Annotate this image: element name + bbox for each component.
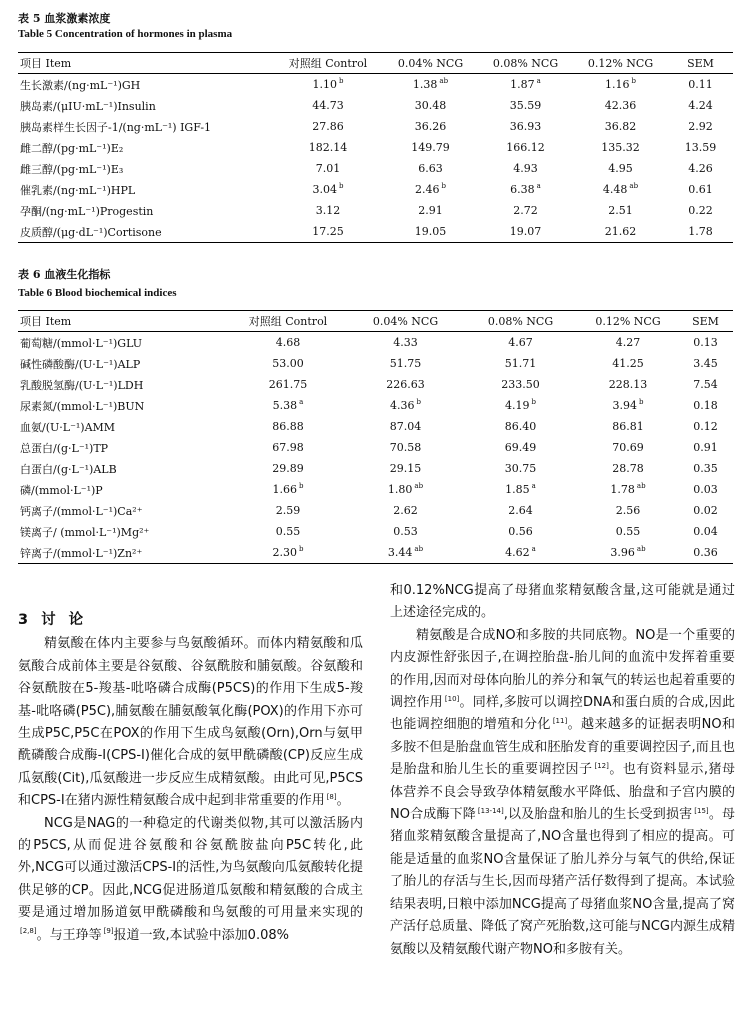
table-cell — [383, 137, 478, 158]
cell-value: 6.63 — [418, 162, 443, 175]
table-row — [18, 416, 733, 437]
significance-mark: a — [531, 545, 536, 554]
table-cell — [578, 500, 678, 521]
cell-value: 0.56 — [508, 525, 533, 538]
table-cell — [383, 158, 478, 179]
column-header: 0.12% NCG — [587, 56, 654, 70]
table-cell — [228, 374, 348, 395]
row-label: 胰岛素/(μIU·mL⁻¹)Insulin — [20, 99, 156, 113]
text: 。同样,多胺可以调控DNA和蛋白质的合成,因此也能调控细胞的增殖和分化 — [390, 695, 735, 733]
cell-value: 4.48 — [602, 183, 628, 196]
sem-cell: 0.22 — [688, 204, 713, 217]
column-header: 对照组 Control — [288, 57, 368, 70]
table-cell — [348, 332, 463, 354]
table-cell — [463, 479, 578, 500]
significance-mark: b — [339, 182, 344, 191]
cell-value: 4.36 — [390, 399, 415, 412]
row-label: 生长激素/(ng·mL⁻¹)GH — [20, 78, 141, 92]
table-row — [18, 74, 733, 96]
cell-value: 149.79 — [411, 141, 450, 154]
table-row — [18, 437, 733, 458]
sem-cell: 0.18 — [693, 399, 718, 412]
paragraph: 和0.12%NCG提高了母猪血浆精氨酸含量,这可能就是通过上述途径完成的。 — [390, 583, 735, 621]
table-cell — [273, 116, 383, 137]
cell-value: 86.81 — [612, 420, 644, 433]
row-label: 尿素氮/(mmol·L⁻¹)BUN — [20, 399, 145, 413]
table-row — [18, 158, 733, 179]
cell-value: 3.94 — [612, 399, 637, 412]
row-label: 催乳素/(ng·mL⁻¹)HPL — [20, 183, 136, 197]
cell-value: 30.48 — [414, 99, 447, 112]
table-cell — [463, 437, 578, 458]
sem-cell: 7.54 — [693, 378, 718, 391]
column-header: 0.08% NCG — [487, 314, 554, 328]
citation: [10] — [444, 694, 460, 703]
sem-cell: 0.91 — [693, 441, 718, 454]
table-cell — [463, 500, 578, 521]
table-cell — [463, 353, 578, 374]
sem-cell: 13.59 — [684, 141, 717, 154]
cell-value: 53.00 — [272, 357, 304, 370]
cell-value: 182.14 — [308, 141, 348, 154]
table-cell — [478, 221, 573, 243]
table-cell — [463, 395, 578, 416]
table-cell — [228, 353, 348, 374]
table-cell — [578, 395, 678, 416]
table-cell — [573, 179, 668, 200]
left-column — [18, 595, 363, 947]
cell-value: 135.32 — [601, 141, 640, 154]
table6-caption-en: Table 6 Blood biochemical indices — [18, 287, 177, 299]
cell-value: 2.59 — [275, 504, 301, 517]
cell-value: 42.36 — [604, 99, 637, 112]
table-cell — [383, 200, 478, 221]
cell-value: 2.51 — [608, 204, 633, 217]
table-row — [18, 116, 733, 137]
table6-header-row — [18, 311, 733, 332]
row-label: 胰岛素样生长因子-1/(ng·mL⁻¹) IGF-1 — [20, 120, 212, 134]
row-label: 乳酸脱氢酶/(U·L⁻¹)LDH — [20, 378, 144, 392]
table-cell — [348, 374, 463, 395]
table-cell — [273, 74, 383, 96]
cell-value: 70.69 — [612, 441, 644, 454]
cell-value: 2.64 — [508, 504, 533, 517]
table-cell — [578, 374, 678, 395]
cell-value: 3.12 — [315, 204, 341, 217]
cell-value: 30.75 — [504, 462, 537, 475]
table-cell — [383, 74, 478, 96]
table-cell — [463, 332, 578, 354]
row-label: 血氨/(U·L⁻¹)AMM — [20, 420, 116, 434]
citation: [15] — [694, 806, 709, 815]
text: 。也有资料显示,猪母体营养不良会导致孕体精氨酸水平降低、胎盘和子宫内膜的NO合成酶下降 — [390, 762, 735, 823]
cell-value: 86.88 — [272, 420, 304, 433]
table-cell — [228, 395, 348, 416]
sem-cell: 0.12 — [693, 420, 718, 433]
table-row — [18, 500, 733, 521]
significance-mark: a — [531, 482, 536, 491]
column-header: 0.12% NCG — [595, 314, 661, 328]
column-header: 0.08% NCG — [492, 56, 559, 70]
table-row — [18, 200, 733, 221]
cell-value: 44.73 — [312, 99, 344, 112]
cell-value: 1.66 — [272, 483, 297, 496]
significance-mark: a — [536, 182, 541, 191]
table-row — [18, 353, 733, 374]
significance-mark: b — [441, 182, 446, 191]
significance-mark: b — [631, 77, 636, 86]
table5-caption-en: Table 5 Concentration of hormones in plasma — [18, 28, 233, 40]
sem-cell: 0.03 — [693, 483, 718, 496]
cell-value: 51.71 — [504, 357, 537, 370]
table6-body — [18, 332, 733, 564]
cell-value: 19.07 — [509, 225, 542, 238]
significance-mark: b — [299, 482, 304, 491]
table-cell — [463, 521, 578, 542]
cell-value: 69.49 — [504, 441, 537, 454]
table-cell — [273, 179, 383, 200]
text: 。 — [336, 793, 350, 809]
citation: [11] — [552, 717, 568, 726]
table6-caption-cn: 表 6 血液生化指标 — [18, 268, 111, 281]
significance-mark: b — [339, 77, 344, 86]
cell-value: 1.10 — [312, 78, 337, 91]
cell-value: 2.91 — [418, 204, 443, 217]
cell-value: 4.95 — [608, 162, 633, 175]
sem-cell: 0.02 — [693, 504, 718, 517]
citation: [9] — [103, 927, 114, 936]
cell-value: 0.55 — [615, 525, 641, 538]
table-cell — [273, 200, 383, 221]
sem-cell: 4.24 — [688, 99, 713, 112]
table-cell — [228, 479, 348, 500]
table-cell — [463, 416, 578, 437]
table-row — [18, 95, 733, 116]
cell-value: 36.82 — [604, 120, 637, 133]
row-label: 孕酮/(ng·mL⁻¹)Progestin — [20, 204, 154, 218]
cell-value: 5.38 — [272, 399, 298, 412]
text: 。母猪血浆精氨酸含量提高了,NO含量也得到了相应的提高。可能是适量的血浆NO含量保证了胎儿养分与氧气的供给,保证了胎儿的存活与生长,因而母猪产活仔数得到了提高。本试验结果表明,日粮中添加NCG提高了母猪血浆NO含量,提高了窝产活仔总质量、降低了窝产死胎数,这可能与NCG内源生成精氨酸以及精氨酸代谢产物NO和多胺有关。 — [390, 807, 736, 957]
table-cell — [573, 95, 668, 116]
table-cell — [478, 179, 573, 200]
table-cell — [228, 458, 348, 479]
cell-value: 2.56 — [615, 504, 641, 517]
paragraph — [18, 813, 363, 947]
table-cell — [348, 500, 463, 521]
cell-value: 27.86 — [312, 120, 344, 133]
cell-value: 51.75 — [389, 357, 422, 370]
sem-cell: 0.13 — [693, 336, 718, 349]
sem-cell: 0.36 — [693, 546, 718, 559]
row-label: 镁离子/ (mmol·L⁻¹)Mg²⁺ — [20, 525, 150, 539]
column-header: 项目 Item — [20, 57, 72, 70]
sem-cell: 3.45 — [693, 357, 718, 370]
text: 精氨酸是合成NO和多胺的共同底物。NO是一个重要的内皮源性舒张因子,在调控胎盘-胎儿间的血流中发挥着重要的作用,因而对母体向胎儿的养分和氧气的转运也起着重要的调控作用 — [390, 627, 735, 711]
table6 — [18, 310, 733, 564]
table-row — [18, 332, 733, 354]
table-cell — [228, 500, 348, 521]
significance-mark: ab — [636, 482, 646, 491]
paragraph — [390, 625, 735, 961]
table-row — [18, 395, 733, 416]
table-cell — [478, 158, 573, 179]
cell-value: 7.01 — [315, 162, 341, 175]
cell-value: 41.25 — [612, 357, 644, 370]
significance-mark: b — [416, 398, 421, 407]
cell-value: 166.12 — [506, 141, 545, 154]
table-row — [18, 374, 733, 395]
table-cell — [478, 116, 573, 137]
row-label: 雌三醇/(pg·mL⁻¹)E₃ — [20, 162, 124, 176]
table-cell — [228, 542, 348, 564]
column-header: SEM — [692, 314, 719, 328]
row-label: 雌二醇/(pg·mL⁻¹)E₂ — [20, 141, 124, 155]
table-cell — [228, 437, 348, 458]
cell-value: 1.87 — [510, 78, 535, 91]
table-cell — [578, 353, 678, 374]
paragraph — [18, 633, 363, 812]
column-header: 对照组 Control — [248, 315, 328, 328]
table-cell — [383, 95, 478, 116]
cell-value: 4.19 — [505, 399, 530, 412]
cell-value: 233.50 — [501, 378, 540, 391]
table-row — [18, 221, 733, 243]
cell-value: 0.55 — [275, 525, 301, 538]
section-heading: 3 讨 论 — [18, 612, 88, 628]
cell-value: 3.04 — [312, 183, 337, 196]
row-label: 总蛋白/(g·L⁻¹)TP — [20, 441, 109, 455]
cell-value: 36.26 — [414, 120, 447, 133]
table-cell — [578, 479, 678, 500]
significance-mark: a — [299, 398, 304, 407]
cell-value: 6.38 — [510, 183, 535, 196]
table-cell — [463, 374, 578, 395]
sem-cell: 0.04 — [693, 525, 718, 538]
table5-header-row — [18, 53, 733, 74]
cell-value: 17.25 — [312, 225, 344, 238]
column-header: SEM — [687, 56, 714, 70]
cell-value: 3.44 — [387, 546, 413, 559]
text: 报道一致,本试验中添加0.08% — [113, 927, 289, 943]
significance-mark: ab — [439, 77, 449, 86]
cell-value: 2.46 — [415, 183, 440, 196]
table-cell — [348, 395, 463, 416]
cell-value: 1.85 — [505, 483, 530, 496]
cell-value: 29.15 — [389, 462, 422, 475]
text: 精氨酸在体内主要参与鸟氨酸循环。而体内精氨酸和瓜氨酸合成前体主要是谷氨酸、谷氨酰胺和脯氨酸。谷氨酸和谷氨酰胺在5-羧基-吡咯磷合成酶(P5CS)的作用下生成5-羧基-吡咯磷(P5C),脯氨酸在脯氨酸氧化酶(POX)的作用下亦可生成P5C,P5C在POX的作用下生成鸟氨酸(Orn),Orn与氨甲酰磷酸合成酶-I(CPS-I)催化合成的氨甲酰磷酸(CP)反应生成瓜氨酸(Cit),瓜氨酸进一步反应生成精氨酸。由此可见,P5CS和CPS-I在猪内源性精氨酸合成中起到非常重要的作用 — [18, 636, 363, 809]
table-cell — [578, 416, 678, 437]
table-cell — [273, 158, 383, 179]
column-header: 0.04% NCG — [397, 56, 464, 70]
sem-cell: 0.61 — [688, 183, 713, 196]
table-cell — [478, 200, 573, 221]
table-cell — [348, 353, 463, 374]
table-row — [18, 137, 733, 158]
column-header: 0.04% NCG — [372, 314, 439, 328]
sem-cell: 1.78 — [688, 225, 713, 238]
cell-value: 70.58 — [389, 441, 422, 454]
text: 。与王琤等 — [36, 927, 102, 943]
cell-value: 1.38 — [412, 78, 438, 91]
cell-value: 261.75 — [268, 378, 308, 391]
table-cell — [348, 437, 463, 458]
table-cell — [573, 158, 668, 179]
table-cell — [463, 542, 578, 564]
table5-body — [18, 74, 733, 243]
significance-mark: ab — [414, 545, 424, 554]
table-row — [18, 458, 733, 479]
row-label: 碱性磷酸酶/(U·L⁻¹)ALP — [20, 357, 141, 371]
table-cell — [348, 458, 463, 479]
significance-mark: ab — [414, 482, 424, 491]
cell-value: 19.05 — [414, 225, 447, 238]
table-cell — [573, 137, 668, 158]
cell-value: 86.40 — [504, 420, 537, 433]
significance-mark: ab — [629, 182, 639, 191]
table-cell — [348, 479, 463, 500]
cell-value: 4.62 — [505, 546, 530, 559]
cell-value: 4.93 — [513, 162, 538, 175]
row-label: 锌离子/(mmol·L⁻¹)Zn²⁺ — [20, 546, 143, 560]
row-label: 磷/(mmol·L⁻¹)P — [20, 483, 103, 497]
table-row — [18, 179, 733, 200]
cell-value: 1.80 — [387, 483, 413, 496]
significance-mark: a — [536, 77, 541, 86]
significance-mark: b — [639, 398, 644, 407]
table-cell — [228, 416, 348, 437]
table-cell — [578, 437, 678, 458]
table-cell — [478, 137, 573, 158]
cell-value: 29.89 — [272, 462, 304, 475]
cell-value: 4.68 — [275, 336, 301, 349]
table-cell — [578, 458, 678, 479]
cell-value: 87.04 — [389, 420, 422, 433]
citation: [12] — [594, 761, 609, 770]
cell-value: 2.62 — [393, 504, 418, 517]
citation: [2,8] — [20, 927, 37, 936]
table-cell — [228, 521, 348, 542]
cell-value: 3.96 — [610, 546, 635, 559]
cell-value: 4.33 — [393, 336, 418, 349]
cell-value: 4.27 — [615, 336, 641, 349]
citation: [13-14] — [477, 806, 504, 815]
table-cell — [578, 521, 678, 542]
sem-cell: 0.11 — [688, 78, 713, 91]
right-column — [390, 580, 735, 961]
sem-cell: 0.35 — [693, 462, 718, 475]
row-label: 钙离子/(mmol·L⁻¹)Ca²⁺ — [20, 504, 143, 518]
table-cell — [573, 221, 668, 243]
cell-value: 0.53 — [393, 525, 418, 538]
cell-value: 1.16 — [605, 78, 630, 91]
row-label: 皮质醇/(μg·dL⁻¹)Cortisone — [20, 225, 162, 239]
text: 。越来越多的证据表明NO和多胺不但是胎盘血管生成和胚胎发育的重要调控因子,而且也是胎盘和胎儿生长的重要调控因子 — [390, 717, 735, 778]
cell-value: 2.72 — [513, 204, 538, 217]
cell-value: 1.78 — [610, 483, 635, 496]
table-cell — [573, 74, 668, 96]
cell-value: 35.59 — [509, 99, 542, 112]
table-cell — [383, 179, 478, 200]
table-cell — [573, 116, 668, 137]
table-cell — [348, 416, 463, 437]
table-cell — [273, 137, 383, 158]
sem-cell: 2.92 — [688, 120, 713, 133]
table-cell — [463, 458, 578, 479]
cell-value: 226.63 — [386, 378, 425, 391]
significance-mark: b — [531, 398, 536, 407]
table-cell — [573, 200, 668, 221]
cell-value: 2.30 — [272, 546, 297, 559]
table-cell — [348, 542, 463, 564]
table-cell — [273, 95, 383, 116]
text: ,以及胎盘和胎儿的生长受到损害 — [503, 807, 693, 823]
sem-cell: 4.26 — [688, 162, 713, 175]
table-cell — [478, 74, 573, 96]
table-cell — [578, 332, 678, 354]
significance-mark: b — [299, 545, 304, 554]
row-label: 白蛋白/(g·L⁻¹)ALB — [20, 462, 117, 476]
column-header: 项目 Item — [20, 315, 72, 328]
cell-value: 228.13 — [608, 378, 648, 391]
row-label: 葡萄糖/(mmol·L⁻¹)GLU — [20, 336, 143, 350]
significance-mark: ab — [636, 545, 646, 554]
cell-value: 36.93 — [509, 120, 542, 133]
table-cell — [383, 221, 478, 243]
table5-caption-cn: 表 5 血浆激素浓度 — [18, 12, 111, 25]
cell-value: 28.78 — [612, 462, 644, 475]
table-row — [18, 521, 733, 542]
table-cell — [578, 542, 678, 564]
table-cell — [478, 95, 573, 116]
cell-value: 21.62 — [604, 225, 637, 238]
table-cell — [228, 332, 348, 354]
table-row — [18, 542, 733, 564]
cell-value: 4.67 — [508, 336, 533, 349]
table-cell — [383, 116, 478, 137]
text: NCG是NAG的一种稳定的代谢类似物,其可以激活肠内的P5CS,从而促进谷氨酸和谷氨酰胺盐向P5C转化,此外,NCG可以通过激活CPS-I的活性,为鸟氨酸向瓜氨酸转化提供足够的CP。因此,NCG促进肠道瓜氨酸和精氨酸的合成主要是通过增加肠道氨甲酰磷酸和鸟氨酸的可用量来实现的 — [18, 815, 363, 921]
citation: [8] — [326, 792, 337, 801]
table5 — [18, 52, 733, 243]
table-cell — [348, 521, 463, 542]
table-row — [18, 479, 733, 500]
table-cell — [273, 221, 383, 243]
cell-value: 67.98 — [272, 441, 304, 454]
